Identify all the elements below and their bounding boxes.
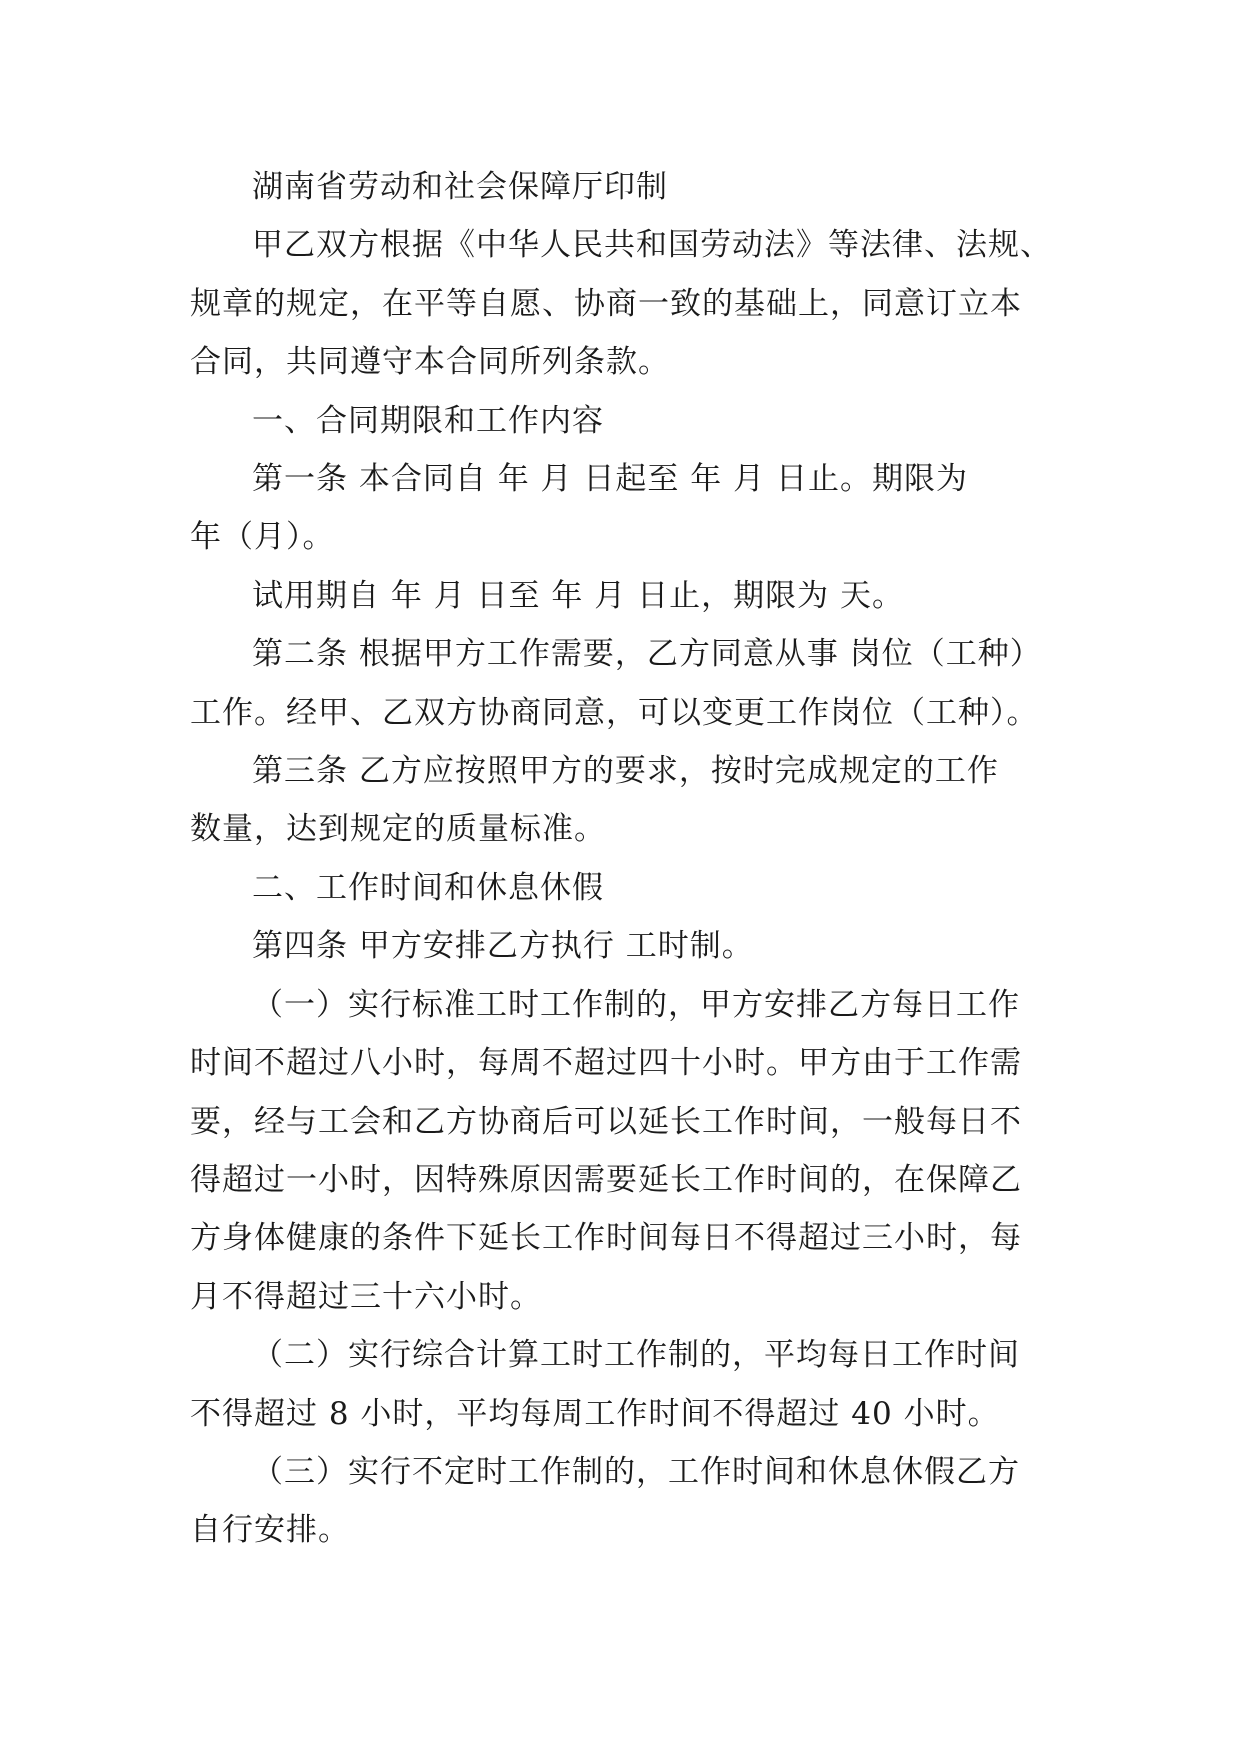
text-line: （三）实行不定时工作制的，工作时间和休息休假乙方 <box>252 1453 1020 1490</box>
text-line: 方身体健康的条件下延长工作时间每日不得超过三小时，每 <box>190 1220 1022 1257</box>
text-line: 要，经与工会和乙方协商后可以延长工作时间，一般每日不 <box>190 1103 1022 1140</box>
text-line: 不得超过 8 小时，平均每周工作时间不得超过 40 小时。 <box>190 1395 1000 1432</box>
text-line: 自行安排。 <box>190 1512 350 1549</box>
text-line: （一）实行标准工时工作制的，甲方安排乙方每日工作 <box>252 986 1020 1023</box>
printed-by-line: 湖南省劳动和社会保障厅印制 <box>252 169 668 205</box>
text-line: 年（月）。 <box>190 519 335 556</box>
text-line: 工作。经甲、乙双方协商同意，可以变更工作岗位（工种）。 <box>190 694 1039 731</box>
document-lines <box>190 216 1070 1559</box>
text-line: 第二条 根据甲方工作需要，乙方同意从事 岗位（工种） <box>252 636 1042 673</box>
text-line: 二、工作时间和休息休假 <box>252 869 604 906</box>
text-line: 合同，共同遵守本合同所列条款。 <box>190 344 670 381</box>
text-line: 第四条 甲方安排乙方执行 工时制。 <box>252 928 754 965</box>
text-line: （二）实行综合计算工时工作制的，平均每日工作时间 <box>252 1337 1020 1374</box>
text-line: 数量，达到规定的质量标准。 <box>190 811 606 848</box>
text-line: 一、合同期限和工作内容 <box>252 402 604 439</box>
text-line: 时间不超过八小时，每周不超过四十小时。甲方由于工作需 <box>190 1045 1022 1082</box>
text-line: 试用期自 年 月 日至 年 月 日止，期限为 天。 <box>252 577 904 614</box>
text-line: 得超过一小时，因特殊原因需要延长工作时间的，在保障乙 <box>190 1161 1022 1198</box>
text-line: 规章的规定，在平等自愿、协商一致的基础上，同意订立本 <box>190 285 1022 322</box>
document-body <box>190 158 1070 1560</box>
text-line: 第三条 乙方应按照甲方的要求，按时完成规定的工作 <box>252 753 999 790</box>
text-line: 第一条 本合同自 年 月 日起至 年 月 日止。期限为 <box>252 461 968 498</box>
text-line: 月不得超过三十六小时。 <box>190 1278 542 1315</box>
text-line: 甲乙双方根据《中华人民共和国劳动法》等法律、法规、 <box>252 227 1052 264</box>
